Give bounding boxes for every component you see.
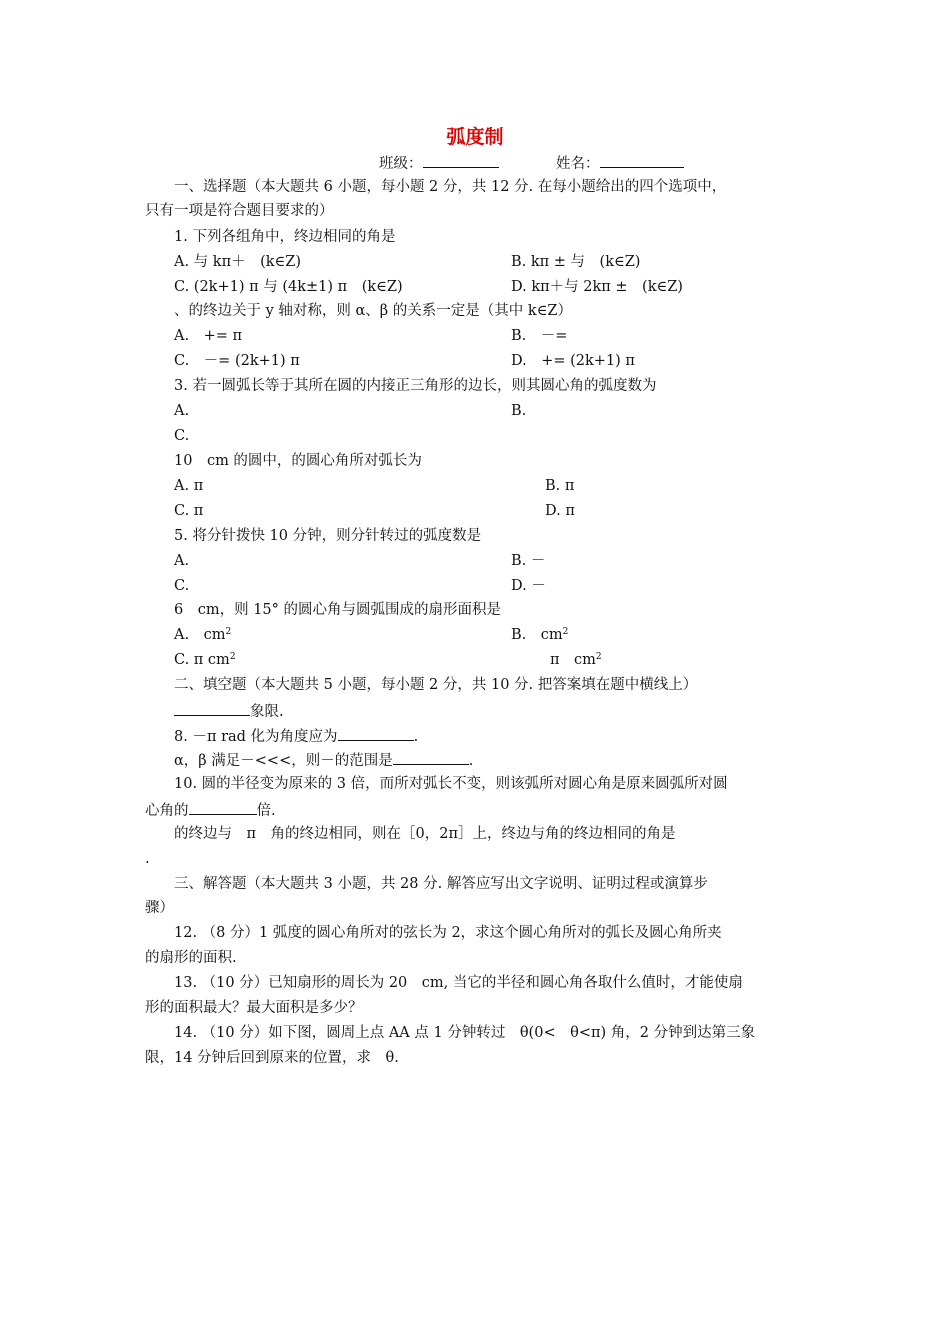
q4-option-c: C. π [174,503,204,519]
q14-line1: 14. （10 分）如下图，圆周上点 AA 点 1 分钟转过 θ(0< θ<π) 角，2 分钟到达第三象 [174,1025,756,1041]
q7-tail: 象限. [250,704,284,720]
q6-stem: 6 cm，则 15° 的圆心角与圆弧围成的扇形面积是 [174,602,502,618]
q2-stem: 、的终边关于 y 轴对称，则 α、β 的关系一定是（其中 k∈Z） [174,303,573,319]
squared-superscript: 2 [229,652,236,662]
class-blank[interactable] [423,152,499,168]
q2-option-d: D. += (2k+1) π [511,353,635,369]
q8-answer-blank[interactable] [338,725,414,741]
class-field [379,152,499,174]
q5-option-b: B. － [511,553,546,569]
squared-superscript: 2 [562,627,569,637]
q6-option-d [550,650,602,670]
q1-option-c: C. (2k+1) π 与 (4k±1) π (k∈Z) [174,279,403,295]
q6-option-c-text: C. π cm [174,652,230,668]
q2-option-a: A. += π [174,328,243,344]
q12-line1: 12. （8 分）1 弧度的圆心角所对的弦长为 2，求这个圆心角所对的弧长及圆心角所夹 [174,925,722,941]
q5-stem: 5. 将分针拨快 10 分钟，则分针转过的弧度数是 [174,528,482,544]
q3-stem: 3. 若一圆弧长等于其所在圆的内接正三角形的边长，则其圆心角的弧度数为 [174,378,657,394]
q4-option-b: B. π [545,478,575,494]
q6-option-a-text: A. cm [174,627,226,643]
q11-line1: 的终边与 π 角的终边相同，则在［0，2π］上，终边与角的终边相同的角是 [174,826,676,842]
q2-option-b: B. －= [511,328,568,344]
q6-option-a [174,625,231,645]
q7-line [174,700,284,722]
q11-line2: . [145,851,150,867]
q6-option-b-text: B. cm [511,627,563,643]
q4-option-a: A. π [174,478,204,494]
q6-option-d-text: π cm [550,652,596,668]
q1-option-b: B. kπ ± 与 (k∈Z) [511,254,641,270]
name-blank[interactable] [600,152,684,168]
q3-option-a: A. [174,403,190,419]
name-label: 姓名： [556,156,600,172]
class-label: 班级： [379,156,423,172]
q10-line2-head: 心角的 [145,803,189,819]
q5-option-d: D. － [511,578,546,594]
q4-stem: 10 cm 的圆中，的圆心角所对弧长为 [174,453,422,469]
page-title: 弧度制 [446,126,504,148]
section3-heading: 三、解答题（本大题共 3 小题，共 28 分. 解答应写出文字说明、证明过程或演算步 [174,876,708,892]
q9-tail: . [468,753,474,769]
section1-heading: 一、选择题（本大题共 6 小题，每小题 2 分，共 12 分. 在每小题给出的四个选项中， [174,179,727,195]
q6-option-b [511,625,568,645]
squared-superscript: 2 [595,652,602,662]
q3-option-b: B. [511,403,527,419]
q10-line1: 10. 圆的半径变为原来的 3 倍，而所对弧长不变，则该弧所对圆心角是原来圆弧所对圆 [174,776,728,792]
q7-answer-blank[interactable] [174,700,250,716]
section3-heading-cont: 骤） [145,900,174,916]
q14-line2: 限，14 分钟后回到原来的位置，求 θ. [145,1050,399,1066]
q3-option-c: C. [174,428,190,444]
q10-answer-blank[interactable] [189,799,257,815]
q10-line2-tail: 倍. [256,803,276,819]
q10-line2 [145,799,276,821]
q13-line2: 形的面积最大？最大面积是多少？ [145,1000,363,1016]
q4-option-d: D. π [545,503,575,519]
q8-line [174,725,418,747]
q6-option-c [174,650,236,670]
q1-option-a: A. 与 kπ＋ (k∈Z) [174,254,302,270]
q2-option-c: C. －= (2k+1) π [174,353,300,369]
section2-heading: 二、填空题（本大题共 5 小题，每小题 2 分，共 10 分. 把答案填在题中横线上） [174,677,698,693]
q9-line [174,749,473,771]
q9-head: α，β 满足－<<<，则－的范围是 [174,753,393,769]
q13-line1: 13. （10 分）已知扇形的周长为 20 cm, 当它的半径和圆心角各取什么值时，才能使扇 [174,975,743,991]
section1-heading-cont: 只有一项是符合题目要求的） [145,203,334,219]
q9-answer-blank[interactable] [393,749,469,765]
q5-option-c: C. [174,578,190,594]
q1-option-d: D. kπ＋与 2kπ ± (k∈Z) [511,279,683,295]
q5-option-a: A. [174,553,190,569]
q1-stem: 1. 下列各组角中，终边相同的角是 [174,229,396,245]
squared-superscript: 2 [225,627,232,637]
q8-tail: . [413,729,419,745]
q8-head: 8. －π rad 化为角度应为 [174,729,338,745]
q12-line2: 的扇形的面积. [145,950,237,966]
name-field [556,152,684,174]
